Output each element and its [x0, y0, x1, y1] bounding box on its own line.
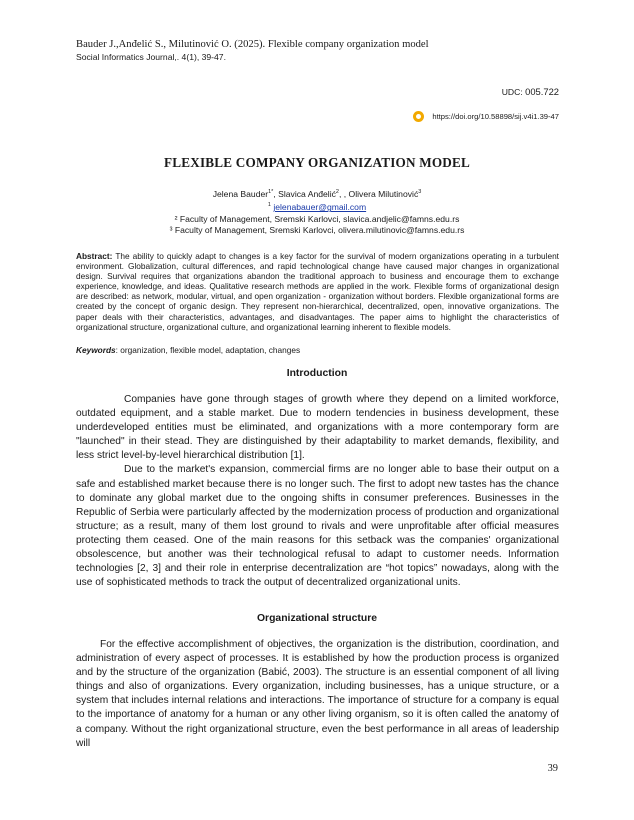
paragraph: Due to the market's expansion, commercial firms are no longer able to base their output on a safe and established market because there is no longer such. The first to adopt new tastes has the chance to dominate any global market due to the ongoing shifts in consumer preferences. Businesses in the Republic of Serbia were particularly affected by the modernization process of production and organizational structure; as a result, many of them lost ground to rivals and were unprofitable after official measures protecting them ceased. One of the main reasons for this setback was the companies' organizational obsolescence, but another was their technological refusal to adapt to customer needs. Information technologies [2, 3] and their role in enterprise decentralization are “hot topics” nowadays, along with the use of sophisticated methods to track the output of decentralized organizational units. — [76, 464, 559, 589]
section-heading-introduction: Introduction — [286, 368, 348, 379]
abstract — [76, 251, 559, 332]
author-names — [0, 187, 634, 200]
abstract-label: Abstract: — [76, 251, 113, 261]
page-number: 39 — [547, 763, 558, 774]
udc-code — [502, 86, 559, 97]
running-header — [76, 38, 566, 63]
header-citation: Bauder J.,Anđelić S., Milutinović O. (2025). Flexible company organization model — [76, 39, 429, 50]
author-2: , Slavica Anđelić — [273, 188, 336, 199]
header-journal: Social Informatics Journal,. 4(1), 39-47. — [76, 52, 226, 62]
affiliation-2: ² Faculty of Management, Sremski Karlovci, slavica.andjelic@famns.edu.rs — [174, 213, 460, 224]
paragraph: For the effective accomplishment of objectives, the organization is the distribution, coordination, and administration of every aspect of processes. It is established by how the production process is organized and by the structure of the organization (Babić, 2003). The structure is an essential component of all living things and also of organizations. Every organization, including businesses, has a unique structure, or a system that includes internal relations and interactions. The importance of structure for a company is equal to the importance of anatomy for a human or any other living organism, so it is often called the anatomy of a company. Without the right organizational structure, even the best performance in all areas of leadership will — [76, 639, 559, 749]
author-1-sup: 1* — [268, 189, 274, 195]
keywords-text: : organization, flexible model, adaptation, changes — [115, 345, 301, 355]
keywords — [76, 345, 559, 355]
author-2-sup: 2 — [335, 189, 339, 195]
email-link[interactable]: jelenabauer@gmail.com — [273, 202, 367, 213]
author-block — [0, 187, 634, 236]
affiliation-3: ³ Faculty of Management, Sremski Karlovci, olivera.milutinovic@famns.edu.rs — [169, 224, 465, 235]
paragraph: Companies have gone through stages of growth where they depend on a limited workforce, outdated equipment, and a stable market. Due to modern tendencies in business development, these underdeveloped entities must be eliminated, and organizations with a more contemporary form are "launched" in their stead. They are distinguished by their adaptability to market demands, flexibility, and less strict level-by-level hierarchical distribution [1]. — [76, 394, 559, 462]
author-1: Jelena Bauder — [212, 188, 269, 199]
doi-line[interactable] — [413, 111, 559, 122]
author-3-sup: 3 — [418, 189, 422, 195]
introduction-body — [76, 393, 559, 590]
abstract-text: The ability to quickly adapt to changes is a key factor for the survival of modern organizations operating in a turbulent environment. Globalization, cultural differences, and rapid technological change have caused major changes in organizational design. Survival requires that organizations abandon the traditional approach to business and encourage them to exchange experience, knowledge, and ideas. Qualitative research methods are applied in the work. Flexible forms of organizational design are described: as network, modular, virtual, and open organization - organization without borders. Flexible organizational forms are created by the concept of organic design. They represent non-hierarchical, decentralized, open, innovative organizations. The paper deals with their characteristics, advantages, and disadvantages. The paper aims to highlight the characteristics of organizational structure, organizational culture, and organizational learning inherent to flexible models. — [76, 251, 559, 332]
section-heading-organizational-structure: Organizational structure — [256, 613, 378, 624]
affiliation-1-sup: 1 — [267, 202, 271, 209]
udc-label: UDC: — [501, 87, 523, 97]
paper-title: FLEXIBLE COMPANY ORGANIZATION MODEL — [163, 155, 471, 170]
organizational-structure-body — [76, 638, 559, 751]
affiliation-1 — [0, 200, 634, 213]
doi-link[interactable]: https://doi.org/10.58898/sij.v4i1.39-47 — [432, 112, 559, 121]
author-3: , , Olivera Milutinović — [338, 188, 419, 199]
doi-logo-icon — [413, 111, 424, 122]
keywords-label: Keywords — [76, 345, 116, 355]
udc-number: 005.722 — [525, 86, 559, 97]
